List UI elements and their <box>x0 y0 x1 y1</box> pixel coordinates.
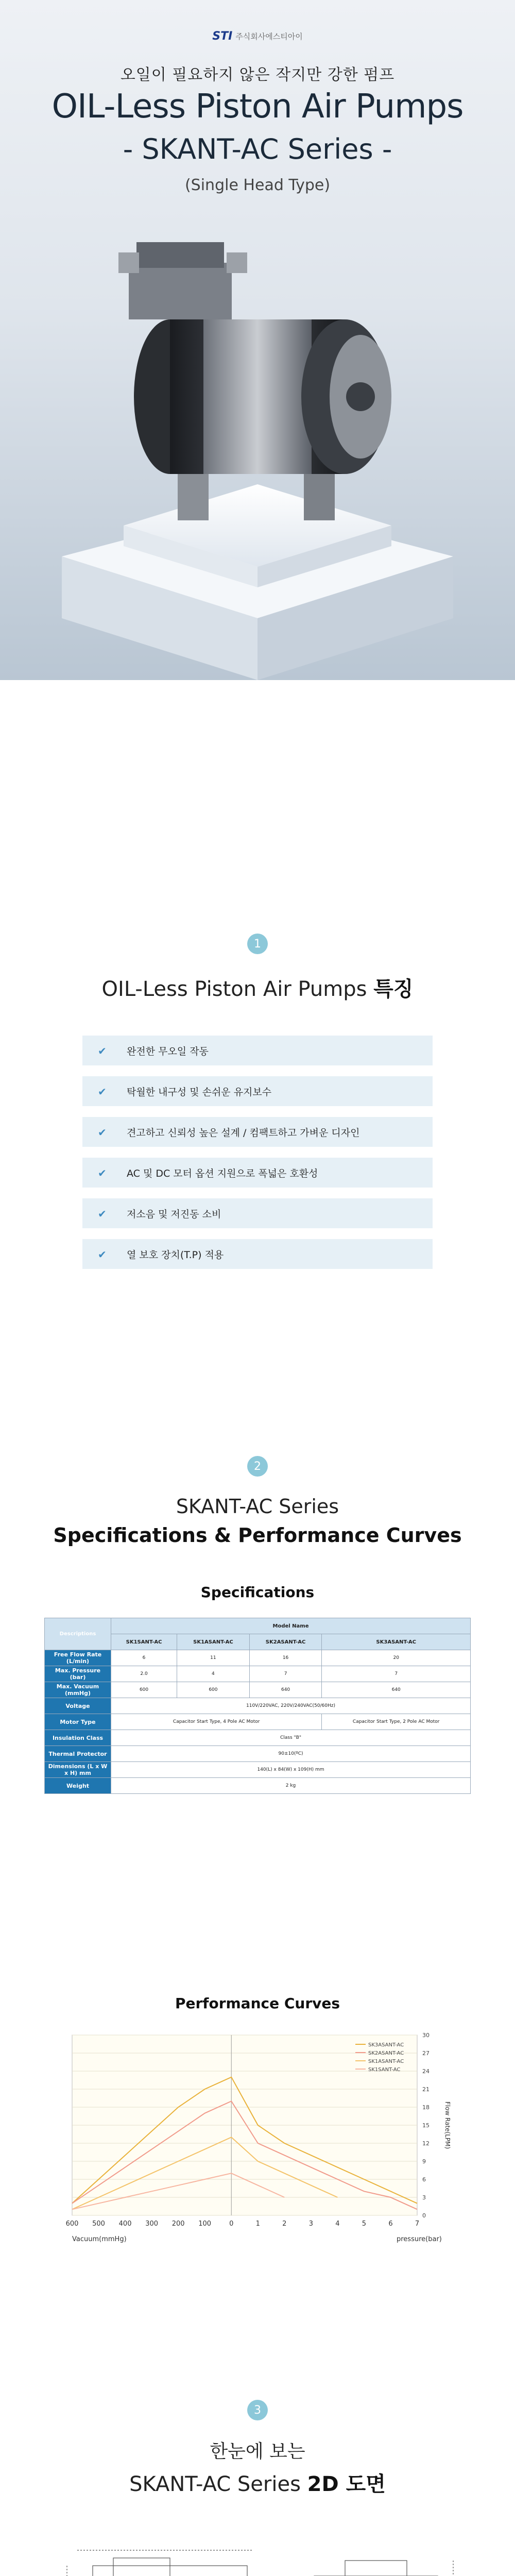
spec-row <box>45 1698 471 1714</box>
x-tick-label: 3 <box>308 2220 313 2228</box>
spec-cell: 110V/220VAC, 220V/240VAC(50/60Hz) <box>111 1698 471 1714</box>
spec-label: Thermal Protector <box>45 1746 111 1762</box>
spec-cell: 6 <box>111 1650 177 1666</box>
spec-cell: 16 <box>249 1650 322 1666</box>
spec-label: Max. Pressure (bar) <box>45 1666 111 1682</box>
check-icon: ✔ <box>98 1248 107 1261</box>
pump-illustration <box>0 196 515 680</box>
spec-table <box>44 1618 471 1794</box>
y-tick-label: 12 <box>422 2140 430 2147</box>
y-tick-label: 21 <box>422 2086 430 2093</box>
feature-text: 저소음 및 저진동 소비 <box>127 1208 221 1220</box>
spec-model: SK3ASANT-AC <box>322 1634 471 1650</box>
legend-entry: SK1SANT-AC <box>368 2067 401 2073</box>
y-tick-label: 3 <box>422 2194 426 2201</box>
section3-title-light: SKANT-AC Series <box>129 2472 301 2496</box>
check-icon: ✔ <box>98 1126 107 1139</box>
feature-item <box>82 1158 433 1188</box>
spec-label: Max. Vacuum (mmHg) <box>45 1682 111 1698</box>
section3-title-bold: 2D 도면 <box>307 2472 386 2496</box>
y-tick-label: 9 <box>422 2158 426 2165</box>
spec-cell: 2.0 <box>111 1666 177 1682</box>
spec-row <box>45 1650 471 1666</box>
legend-entry: SK1ASANT-AC <box>368 2059 404 2064</box>
spec-cell: 640 <box>322 1682 471 1698</box>
section1-title-bold: 특징 <box>373 977 414 1001</box>
spec-label: Dimensions (L x W x H) mm <box>45 1762 111 1778</box>
check-icon: ✔ <box>98 1045 107 1057</box>
spec-model: SK2ASANT-AC <box>249 1634 322 1650</box>
y-tick-label: 18 <box>422 2104 430 2111</box>
spec-model: SK1SANT-AC <box>111 1634 177 1650</box>
y-tick-label: 6 <box>422 2176 426 2183</box>
y-tick-label: 15 <box>422 2122 430 2129</box>
check-icon: ✔ <box>98 1167 107 1179</box>
hero-tagline: 오일이 필요하지 않은 작지만 강한 펌프 <box>120 66 395 84</box>
spec-row <box>45 1762 471 1778</box>
spec-row <box>45 1746 471 1762</box>
legend-entry: SK3ASANT-AC <box>368 2042 404 2048</box>
feature-item <box>82 1239 433 1269</box>
spec-heading: Specifications <box>200 1584 315 1601</box>
spec-model: SK1ASANT-AC <box>177 1634 250 1650</box>
check-icon: ✔ <box>98 1086 107 1098</box>
y-tick-label: 24 <box>422 2068 430 2075</box>
spec-cell: 7 <box>249 1666 322 1682</box>
performance-chart <box>36 2025 479 2251</box>
y-axis-label: Flow Rate(LPM) <box>444 2101 451 2149</box>
check-icon: ✔ <box>98 1208 107 1220</box>
x-tick-label: 300 <box>145 2220 159 2228</box>
feature-item <box>82 1117 433 1147</box>
spec-cell: 600 <box>111 1682 177 1698</box>
x-tick-label: 100 <box>198 2220 212 2228</box>
feature-text: AC 및 DC 모터 옵션 지원으로 폭넓은 호환성 <box>127 1167 318 1179</box>
spec-cell: 140(L) x 84(W) x 109(H) mm <box>111 1762 471 1778</box>
2d-drawing <box>46 2540 469 2576</box>
section2-title-bold: Specifications & Performance Curves <box>53 1524 462 1547</box>
spec-row-header: Descriptions <box>45 1618 111 1650</box>
feature-text: 견고하고 신뢰성 높은 설계 / 컴팩트하고 가벼운 디자인 <box>127 1127 360 1139</box>
feature-item <box>82 1076 433 1106</box>
y-tick-label: 30 <box>422 2032 430 2039</box>
x-tick-label: 5 <box>362 2220 367 2228</box>
section-number-2: 2 <box>247 1456 268 1477</box>
x-tick-label: 500 <box>92 2220 105 2228</box>
x-tick-label: 7 <box>415 2220 420 2228</box>
spec-cell: 7 <box>322 1666 471 1682</box>
x-tick-label: 6 <box>388 2220 393 2228</box>
section-number-3: 3 <box>247 2400 268 2420</box>
x-axis-label-left: Vacuum(mmHg) <box>72 2235 127 2243</box>
hero-series: - SKANT-AC Series - <box>123 133 392 165</box>
x-tick-label: 200 <box>171 2220 185 2228</box>
hero-title: OIL-Less Piston Air Pumps <box>52 88 464 126</box>
company-name: 주식회사에스티아이 <box>235 32 303 41</box>
section1-title-light: OIL-Less Piston Air Pumps <box>101 977 367 1001</box>
legend-entry: SK2ASANT-AC <box>368 2050 404 2056</box>
section3-title <box>0 2468 515 2497</box>
spec-cell: 90±10(ºC) <box>111 1746 471 1762</box>
spec-col-header: Model Name <box>111 1618 471 1634</box>
section3-title-top: 한눈에 보는 <box>210 2441 305 2462</box>
feature-text: 탁월한 내구성 및 손쉬운 유지보수 <box>127 1086 272 1098</box>
spec-label: Voltage <box>45 1698 111 1714</box>
x-tick-label: 0 <box>229 2220 234 2228</box>
spec-label: Weight <box>45 1778 111 1794</box>
spec-cell: Capacitor Start Type, 4 Pole AC Motor <box>111 1714 322 1730</box>
spec-row <box>45 1778 471 1794</box>
spec-cell: Capacitor Start Type, 2 Pole AC Motor <box>322 1714 471 1730</box>
spec-label: Motor Type <box>45 1714 111 1730</box>
x-tick-label: 1 <box>255 2220 260 2228</box>
hero-banner <box>0 0 515 680</box>
spec-cell: 4 <box>177 1666 250 1682</box>
logo <box>0 30 515 43</box>
x-tick-label: 600 <box>65 2220 79 2228</box>
feature-text: 열 보호 장치(T.P) 적용 <box>127 1249 224 1261</box>
spec-label: Insulation Class <box>45 1730 111 1746</box>
hero-type: (Single Head Type) <box>184 176 331 194</box>
x-tick-label: 400 <box>118 2220 132 2228</box>
section2-title-light: SKANT-AC Series <box>176 1495 339 1518</box>
spec-cell: 600 <box>177 1682 250 1698</box>
section-number-1: 1 <box>247 934 268 954</box>
spec-row <box>45 1682 471 1698</box>
sti-logo-mark: STI <box>212 30 233 43</box>
x-axis-label-right: pressure(bar) <box>397 2235 442 2243</box>
section1-title <box>0 973 515 1002</box>
y-tick-label: 0 <box>422 2212 426 2219</box>
spec-cell: 20 <box>322 1650 471 1666</box>
spec-cell: 640 <box>249 1682 322 1698</box>
spec-cell: 2 kg <box>111 1778 471 1794</box>
spec-row <box>45 1730 471 1746</box>
x-tick-label: 2 <box>282 2220 287 2228</box>
spec-row <box>45 1666 471 1682</box>
feature-item <box>82 1036 433 1065</box>
spec-cell: 11 <box>177 1650 250 1666</box>
spec-row <box>45 1714 471 1730</box>
chart-heading: Performance Curves <box>175 1995 340 2012</box>
feature-item <box>82 1198 433 1228</box>
spec-label: Free Flow Rate (L/min) <box>45 1650 111 1666</box>
y-tick-label: 27 <box>422 2050 430 2057</box>
spec-cell: Class "B" <box>111 1730 471 1746</box>
feature-text: 완전한 무오일 작동 <box>127 1045 209 1057</box>
x-tick-label: 4 <box>335 2220 340 2228</box>
